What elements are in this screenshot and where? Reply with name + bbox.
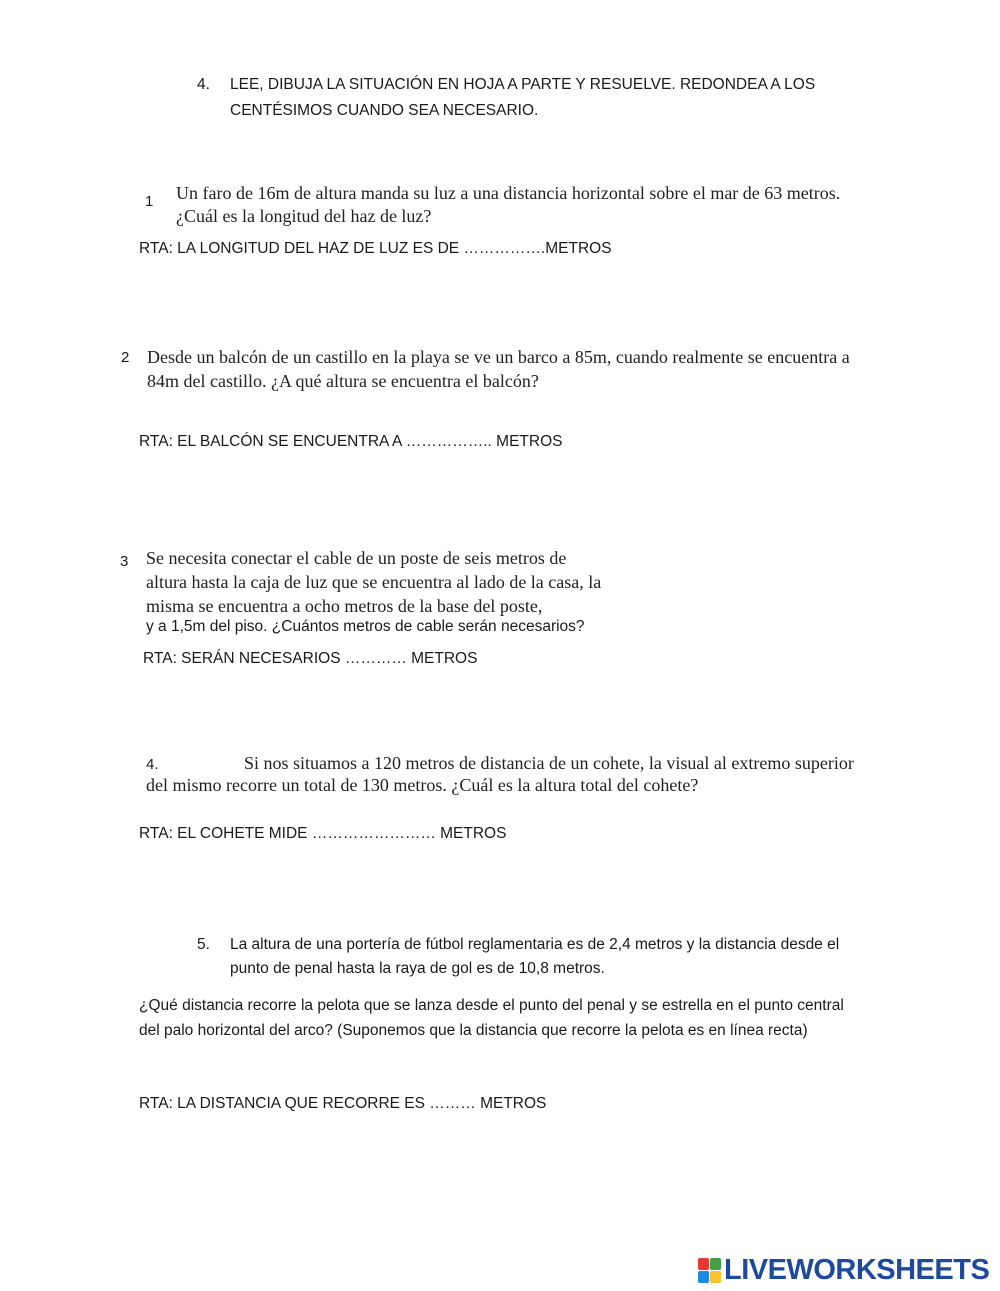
instruction-line-1: LEE, DIBUJA LA SITUACIÓN EN HOJA A PARTE Y RESUELVE. REDONDEA A LOS <box>230 76 816 93</box>
problem-4-answer: RTA: EL COHETE MIDE …………………… METROS <box>139 825 507 842</box>
problem-2-number: 2 <box>121 349 130 366</box>
problem-5-line-2: punto de penal hasta la raya de gol es de 10,8 metros. <box>230 960 605 977</box>
problem-1-line-2: ¿Cuál es la longitud del haz de luz? <box>176 206 432 226</box>
problem-5-answer: RTA: LA DISTANCIA QUE RECORRE ES ……… METROS <box>139 1095 547 1112</box>
problem-3-line-1: Se necesita conectar el cable de un poste de seis metros de <box>146 548 567 568</box>
instruction-number: 4. <box>197 76 210 93</box>
problem-5-question-1: ¿Qué distancia recorre la pelota que se lanza desde el punto del penal y se estrella en el punto central <box>139 997 844 1014</box>
problem-3-line-4: y a 1,5m del piso. ¿Cuántos metros de cable serán necesarios? <box>146 618 585 635</box>
logo-text: LIVEWORKSHEETS <box>724 1253 990 1286</box>
problem-1-line-1: Un faro de 16m de altura manda su luz a una distancia horizontal sobre el mar de 63 metros. <box>176 183 841 203</box>
problem-1-answer: RTA: LA LONGITUD DEL HAZ DE LUZ ES DE …………….METROS <box>139 240 612 257</box>
problem-2-answer: RTA: EL BALCÓN SE ENCUENTRA A …………….. METROS <box>139 433 563 450</box>
instruction-line-2: CENTÉSIMOS CUANDO SEA NECESARIO. <box>230 102 539 119</box>
problem-1-number: 1 <box>145 193 154 210</box>
problem-5-line-1: La altura de una portería de fútbol reglamentaria es de 2,4 metros y la distancia desde el <box>230 936 840 953</box>
problem-2-line-1: Desde un balcón de un castillo en la playa se ve un barco a 85m, cuando realmente se encuentra a <box>147 347 850 367</box>
problem-4-line-1: Si nos situamos a 120 metros de distancia de un cohete, la visual al extremo superior <box>244 753 854 773</box>
problem-3-number: 3 <box>120 553 129 570</box>
logo-mark-icon <box>698 1258 720 1282</box>
problem-5-number: 5. <box>197 936 210 953</box>
problem-3-line-2: altura hasta la caja de luz que se encuentra al lado de la casa, la <box>146 572 602 592</box>
problem-3-answer: RTA: SERÁN NECESARIOS ………… METROS <box>143 650 478 667</box>
liveworksheets-logo <box>698 1253 989 1287</box>
problem-3-line-3: misma se encuentra a ocho metros de la base del poste, <box>146 596 543 616</box>
problem-5-question-2: del palo horizontal del arco? (Suponemos que la distancia que recorre la pelota es en línea recta) <box>139 1022 808 1039</box>
problem-4-number: 4. <box>146 756 159 773</box>
problem-2-line-2: 84m del castillo. ¿A qué altura se encuentra el balcón? <box>147 371 539 391</box>
problem-4-line-2: del mismo recorre un total de 130 metros. ¿Cuál es la altura total del cohete? <box>146 775 699 795</box>
